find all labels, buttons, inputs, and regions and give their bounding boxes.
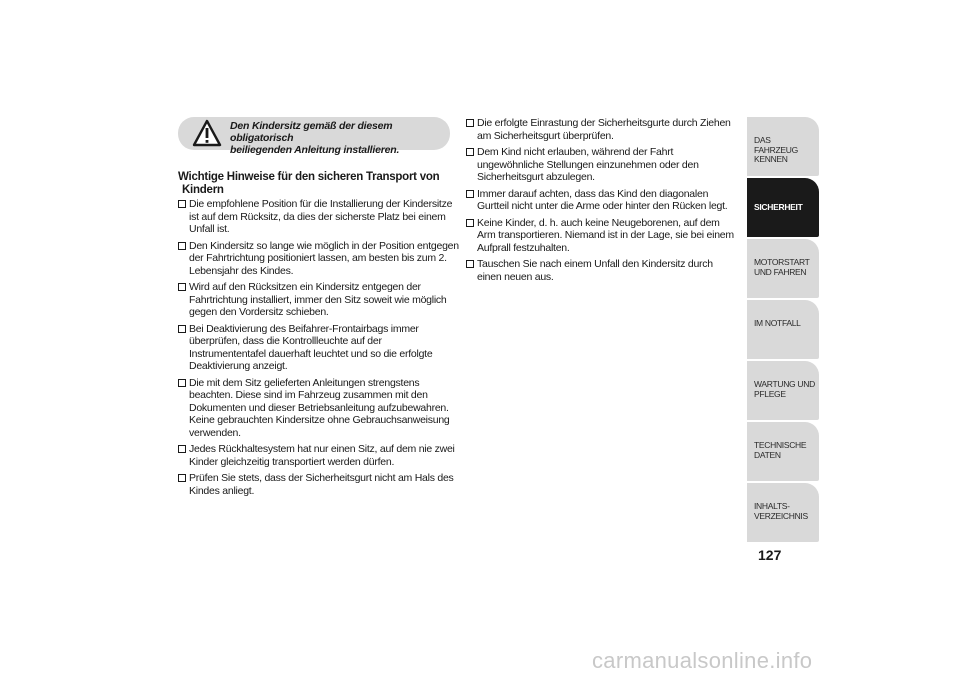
tab-das-fahrzeug-kennen[interactable]: DAS FAHRZEUG KENNEN [747, 117, 819, 176]
bullet-item: Die empfohlene Position für die Installierung der Kindersitze ist auf dem Rücksitz, da dies der sicherste Platz bei einem Unfall ist. [178, 198, 460, 236]
tab-technische-daten[interactable]: TECHNISCHE DATEN [747, 422, 819, 481]
section-heading [178, 171, 460, 197]
watermark: carmanualsonline.info [592, 648, 813, 673]
section-heading-line-1: Wichtige Hinweise für den sicheren Transport von [178, 171, 440, 183]
page-number: 127 [758, 547, 782, 563]
warning-triangle-icon [192, 119, 222, 147]
bullet-item: Tauschen Sie nach einem Unfall den Kindersitz durch einen neuen aus. [466, 258, 736, 283]
tab-im-notfall[interactable]: IM NOTFALL [747, 300, 819, 359]
right-column [466, 117, 736, 287]
left-column [178, 171, 460, 501]
bullet-item: Prüfen Sie stets, dass der Sicherheitsgurt nicht am Hals des Kindes anliegt. [178, 472, 460, 497]
bullet-item: Wird auf den Rücksitzen ein Kindersitz entgegen der Fahrtrichtung installiert, immer den Sitz soweit wie möglich gegen den Vordersitz schieben. [178, 281, 460, 319]
tab-inhaltsverzeichnis[interactable]: INHALTS- VERZEICHNIS [747, 483, 819, 542]
bullet-item: Die erfolgte Einrastung der Sicherheitsgurte durch Ziehen am Sicherheitsgurt überprüfen. [466, 117, 736, 142]
warning-text-line-2: beiliegenden Anleitung installieren. [230, 144, 400, 156]
bullet-item: Jedes Rückhaltesystem hat nur einen Sitz, auf dem nie zwei Kinder gleichzeitig transportiert werden dürfen. [178, 443, 460, 468]
tab-sicherheit[interactable]: SICHERHEIT [747, 178, 819, 237]
bullet-item: Immer darauf achten, dass das Kind den diagonalen Gurtteil nicht unter die Arme oder hinter den Rücken legt. [466, 188, 736, 213]
right-bullet-list [466, 117, 736, 283]
tab-motorstart-und-fahren[interactable]: MOTORSTART UND FAHREN [747, 239, 819, 298]
warning-text [230, 120, 442, 156]
chapter-tabs [747, 117, 819, 544]
bullet-item: Keine Kinder, d. h. auch keine Neugeborenen, auf dem Arm transportieren. Niemand ist in der Lage, sie bei einem Aufprall festzuhalten. [466, 217, 736, 255]
left-bullet-list [178, 198, 460, 497]
warning-box [178, 117, 450, 156]
tab-wartung-und-pflege[interactable]: WARTUNG UND PFLEGE [747, 361, 819, 420]
warning-text-line-1: Den Kindersitz gemäß der diesem obligatorisch [230, 120, 393, 144]
bullet-item: Die mit dem Sitz gelieferten Anleitungen strengstens beachten. Diese sind im Fahrzeug zusammen mit den Dokumenten und dieser Betriebsanleitung aufzubewahren. Keine gebrauchten Kindersitze ohne Gebrauchsanweisung verwenden. [178, 377, 460, 440]
bullet-item: Dem Kind nicht erlauben, während der Fahrt ungewöhnliche Stellungen einzunehmen oder den Sicherheitsgurt abzulegen. [466, 146, 736, 184]
section-heading-line-2: Kindern [182, 184, 224, 196]
bullet-item: Bei Deaktivierung des Beifahrer-Frontairbags immer überprüfen, dass die Kontrollleuchte auf der Instrumententafel dauerhaft leuchtet und so die erfolgte Deaktivierung anzeigt. [178, 323, 460, 373]
bullet-item: Den Kindersitz so lange wie möglich in der Position entgegen der Fahrtrichtung positioniert lassen, am besten bis zum 2. Lebensjahr des Kindes. [178, 240, 460, 278]
